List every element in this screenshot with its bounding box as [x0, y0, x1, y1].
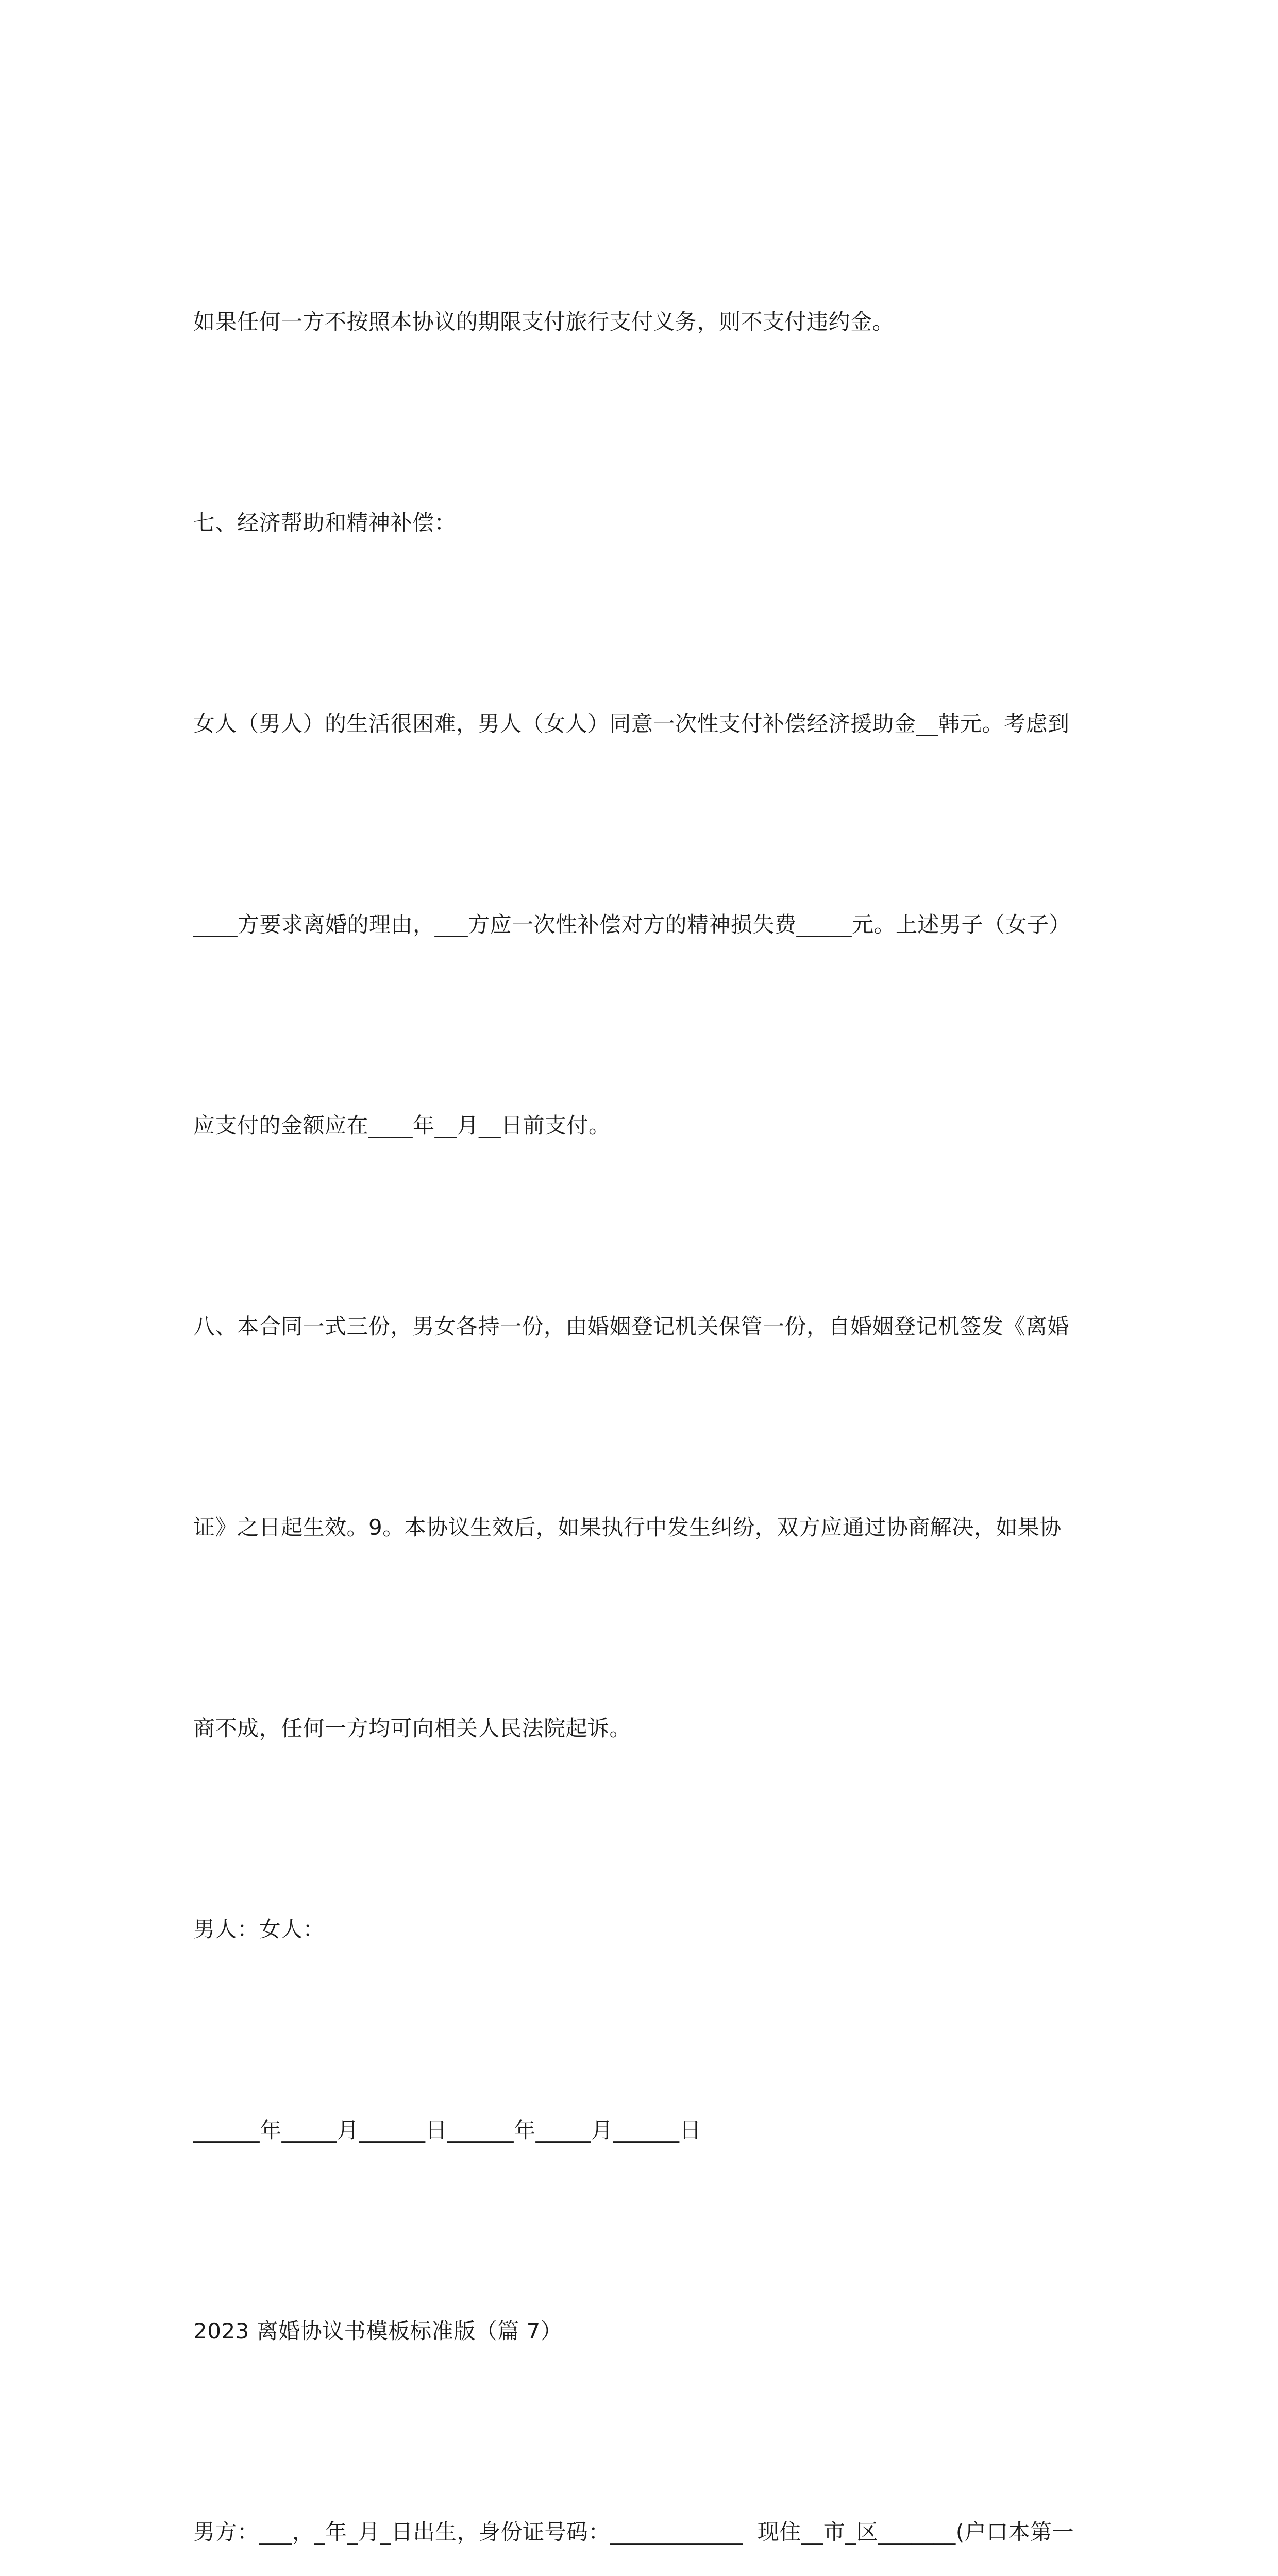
- paragraph-line: 如果任何一方不按照本协议的期限支付旅行支付义务，则不支付违约金。: [193, 309, 895, 334]
- document-title: 2023 离婚协议书模板标准版（篇 7）: [193, 2318, 563, 2344]
- paragraph-line: ____方要求离婚的理由，___方应一次性补偿对方的精神损失费_____元。上述男子（女子）: [193, 912, 1071, 937]
- section-heading: 八、本合同一式三份，男女各持一份，由婚姻登记机关保管一份，自婚姻登记机签发《离婚: [193, 1314, 1070, 1339]
- signature-labels: 男人：女人：: [193, 1917, 325, 1942]
- section-heading: 七、经济帮助和精神补偿：: [193, 510, 457, 535]
- paragraph-line: 应支付的金额应在____年__月__日前支付。: [193, 1113, 611, 1138]
- signature-dates: ______年_____月______日______年_____月______日: [193, 2117, 702, 2143]
- paragraph-line: 商不成，任何一方均可向相关人民法院起诉。: [193, 1716, 632, 1741]
- paragraph-line: 女人（男人）的生活很困难，男人（女人）同意一次性支付补偿经济援助金__韩元。考虑到: [193, 711, 1070, 736]
- husband-info-line: 男方：___，_年_月_日出生，身份证号码：____________ 现住__市_区_______(户口本第一: [193, 2519, 1074, 2545]
- paragraph-line: 证》之日起生效。9。本协议生效后，如果执行中发生纠纷，双方应通过协商解决，如果协: [193, 1515, 1062, 1540]
- document-body: [193, 155, 1090, 2576]
